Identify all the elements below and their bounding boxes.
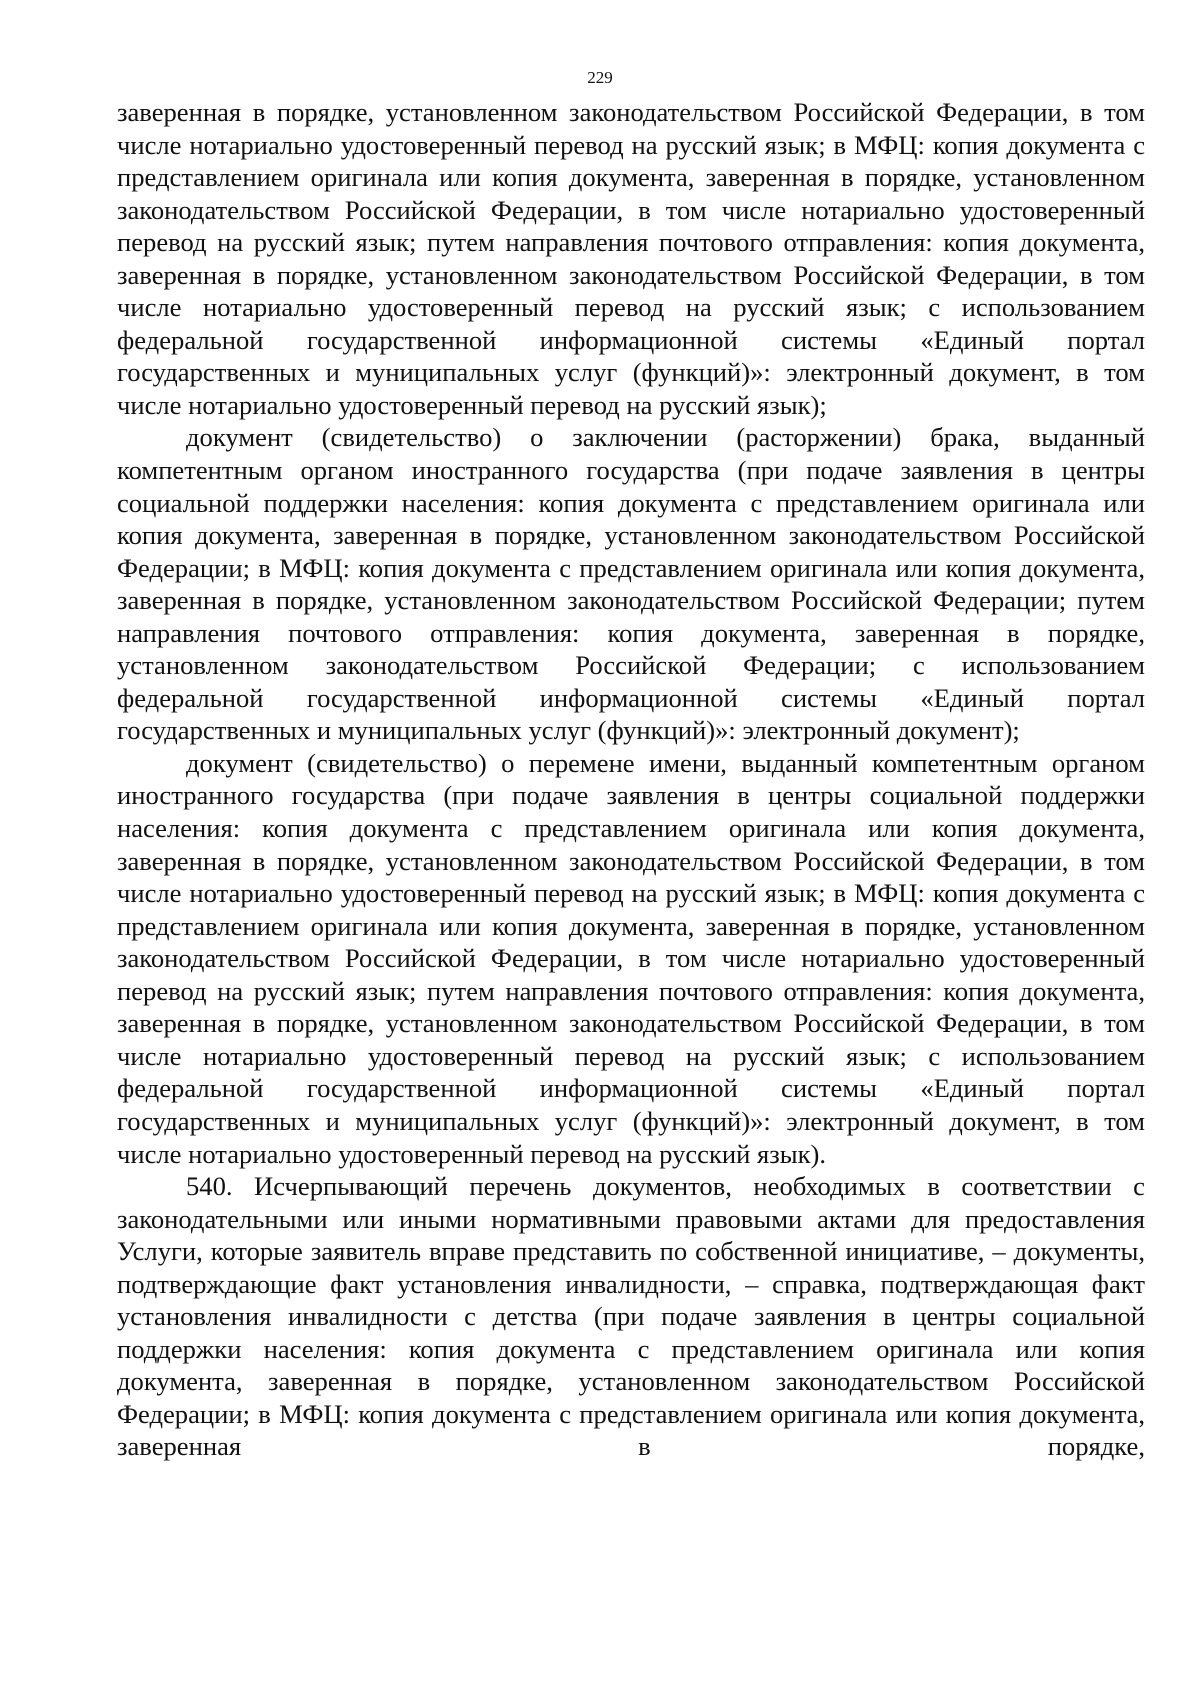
paragraph-continued: заверенная в порядке, установленном законодательством Российской Федерации, в том числе нотариально удостоверенный перевод на русский язык; в МФЦ: копия документа с представлением оригинала или копия документа, заверенная в порядке, установленном законодательством Российской Федерации, в том числе нотариально удостоверенный перевод на русский язык; путем направления почтового отправления: копия документа, заверенная в порядке, установленном законодательством Российской Федерации, в том числе нотариально удостоверенный перевод на русский язык; с использованием федеральной государственной информационной системы «Единый портал государственных и муниципальных услуг (функций)»: электронный документ, в том числе нотариально удостоверенный перевод на русский язык); (117, 97, 1145, 420)
paragraph-marriage-certificate: документ (свидетельство) о заключении (расторжении) брака, выданный компетентным органом иностранного государства (при подаче заявления в центры социальной поддержки населения: копия документа с представлением оригинала или копия документа, заверенная в порядке, установленном законодательством Российской Федерации; в МФЦ: копия документа с представлением оригинала или копия документа, заверенная в порядке, установленном законодательством Российской Федерации; путем направления почтового отправления: копия документа, заверенная в порядке, установленном законодательством Российской Федерации; с использованием федеральной государственной информационной системы «Единый портал государственных и муниципальных услуг (функций)»: электронный документ); (117, 422, 1145, 746)
paragraph-name-change-certificate: документ (свидетельство) о перемене имени, выданный компетентным органом иностранного государства (при подаче заявления в центры социальной поддержки населения: копия документа с представлением оригинала или копия документа, заверенная в порядке, установленном законодательством Российской Федерации, в том числе нотариально удостоверенный перевод на русский язык; в МФЦ: копия документа с представлением оригинала или копия документа, заверенная в порядке, установленном законодательством Российской Федерации, в том числе нотариально удостоверенный перевод на русский язык; путем направления почтового отправления: копия документа, заверенная в порядке, установленном законодательством Российской Федерации, в том числе нотариально удостоверенный перевод на русский язык; с использованием федеральной государственной информационной системы «Единый портал государственных и муниципальных услуг (функций)»: электронный документ, в том числе нотариально удостоверенный перевод на русский язык). (117, 747, 1145, 1169)
document-body (117, 96, 1145, 1463)
paragraph-540: 540. Исчерпывающий перечень документов, необходимых в соответствии с законодательными или иными нормативными правовыми актами для предоставления Услуги, которые заявитель вправе представить по собственной инициативе, – документы, подтверждающие факт установления инвалидности, – справка, подтверждающая факт установления инвалидности с детства (при подаче заявления в центры социальной поддержки населения: копия документа с представлением оригинала или копия документа, заверенная в порядке, установленном законодательством Российской Федерации; в МФЦ: копия документа с представлением оригинала или копия документа, заверенная в порядке, (117, 1171, 1145, 1462)
page-number: 229 (587, 68, 613, 87)
